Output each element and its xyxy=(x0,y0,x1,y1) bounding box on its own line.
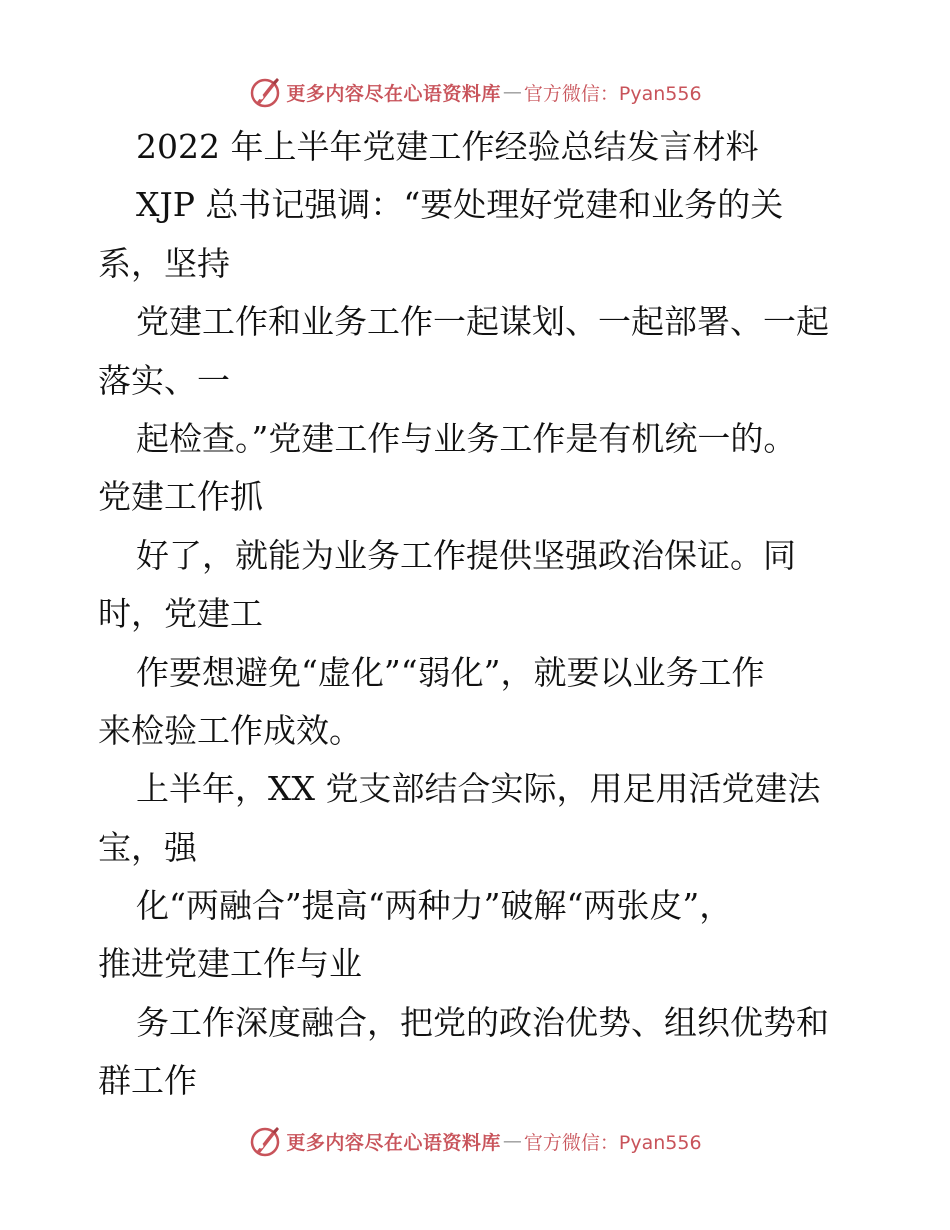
footer-banner xyxy=(0,1121,950,1161)
quill-pen-seal-icon xyxy=(248,1124,282,1158)
paragraph-line: 来检验工作成效。 xyxy=(98,710,362,750)
paragraph-line: XJP 总书记强调：“要处理好党建和业务的关 xyxy=(136,185,784,225)
paragraph-line: 务工作深度融合，把党的政治优势、组织优势和 xyxy=(136,1002,829,1042)
paragraph-line: 落实、一 xyxy=(98,360,230,400)
paragraph-line: 党建工作和业务工作一起谋划、一起部署、一起 xyxy=(136,302,829,342)
paragraph-line: 时，党建工 xyxy=(98,594,263,634)
paragraph-line: 好了，就能为业务工作提供坚强政治保证。同 xyxy=(136,535,796,575)
paragraph-line: 推进党建工作与业 xyxy=(98,944,362,984)
paragraph-line: 系，坚持 xyxy=(98,243,230,283)
paragraph-line: 起检查。”党建工作与业务工作是有机统一的。 xyxy=(136,418,797,458)
banner-slogan: 更多内容尽在心语资料库 xyxy=(286,1131,501,1154)
paragraph-line: 群工作 xyxy=(98,1061,197,1101)
document-body xyxy=(98,118,858,1111)
header-banner xyxy=(0,72,950,112)
paragraph-line: 宝，强 xyxy=(98,827,197,867)
banner-wechat: 官方微信：Pyan556 xyxy=(523,82,702,105)
paragraph-line: 上半年，XX 党支部结合实际，用足用活党建法 xyxy=(136,769,821,809)
quill-pen-seal-icon xyxy=(248,75,282,109)
paragraph-line: 作要想避免“虚化”“弱化”，就要以业务工作 xyxy=(136,652,765,692)
banner-slogan: 更多内容尽在心语资料库 xyxy=(286,82,501,105)
paragraph-line: 党建工作抓 xyxy=(98,477,263,517)
banner-separator: — xyxy=(502,81,522,103)
paragraph-line: 化“两融合”提高“两种力”破解“两张皮”， xyxy=(136,886,733,926)
banner-wechat: 官方微信：Pyan556 xyxy=(523,1131,702,1154)
banner-separator: — xyxy=(502,1130,522,1152)
document-title: 2022 年上半年党建工作经验总结发言材料 xyxy=(136,127,759,166)
